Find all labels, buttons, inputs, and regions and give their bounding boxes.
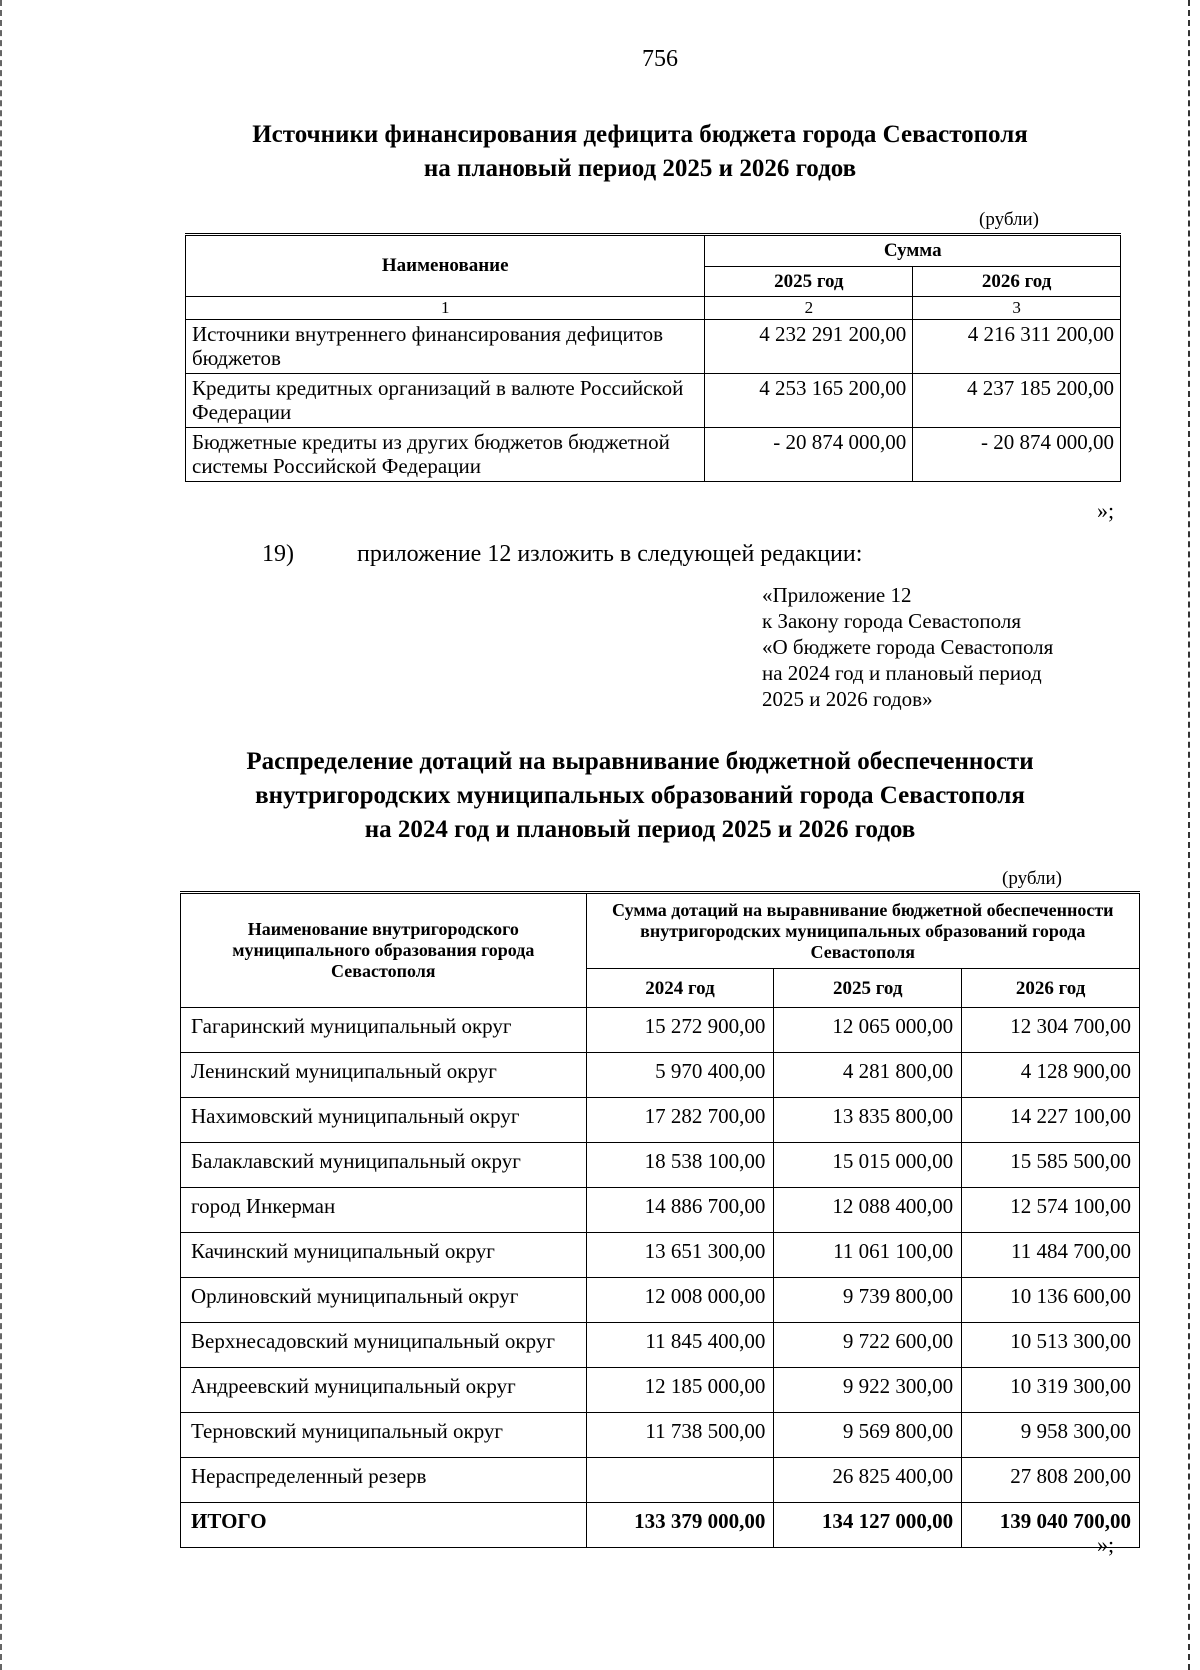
table-row xyxy=(186,428,1121,482)
row-value-2024: 12 185 000,00 xyxy=(586,1368,774,1413)
index-cell: 3 xyxy=(913,297,1121,320)
row-value-2025: 9 569 800,00 xyxy=(774,1413,962,1458)
item-text: приложение 12 изложить в следующей редакции: xyxy=(357,541,863,567)
row-value-2026: 12 304 700,00 xyxy=(962,1008,1140,1053)
table-row xyxy=(181,1323,1140,1368)
row-value-2024: 13 651 300,00 xyxy=(586,1233,774,1278)
header-year-2025: 2025 год xyxy=(705,267,913,297)
item-number: 19) xyxy=(262,541,294,567)
row-name: Бюджетные кредиты из других бюджетов бюджетной системы Российской Федерации xyxy=(186,428,705,482)
appendix-line: на 2024 год и плановый период xyxy=(762,661,1042,685)
page-number: 756 xyxy=(642,46,678,72)
row-value-2024: 5 970 400,00 xyxy=(586,1053,774,1098)
scan-left-edge xyxy=(0,0,4,1670)
header-sum: Сумма дотаций на выравнивание бюджетной обеспеченности внутригородских муниципальных образований города Севастополя xyxy=(586,893,1139,969)
row-value-2024 xyxy=(586,1458,774,1503)
header-name: Наименование xyxy=(186,235,705,297)
row-value-2025: 4 253 165 200,00 xyxy=(705,374,913,428)
table-row xyxy=(181,1368,1140,1413)
row-value-2026: 27 808 200,00 xyxy=(962,1458,1140,1503)
row-value-2025: 12 088 400,00 xyxy=(774,1188,962,1233)
row-value-2025: 12 065 000,00 xyxy=(774,1008,962,1053)
row-value-2024: 14 886 700,00 xyxy=(586,1188,774,1233)
appendix-reference xyxy=(762,582,1053,712)
table-row xyxy=(181,1233,1140,1278)
row-value-2025: 9 722 600,00 xyxy=(774,1323,962,1368)
section1-title-line: на плановый период 2025 и 2026 годов xyxy=(423,155,857,182)
section1-units: (рубли) xyxy=(979,209,1039,230)
row-value-2024: 17 282 700,00 xyxy=(586,1098,774,1143)
row-value-2026: 12 574 100,00 xyxy=(962,1188,1140,1233)
table-row xyxy=(181,1053,1140,1098)
row-value-2026: 4 128 900,00 xyxy=(962,1053,1140,1098)
row-name: Нахимовский муниципальный округ xyxy=(181,1098,587,1143)
index-cell: 2 xyxy=(705,297,913,320)
row-value-2025: 4 281 800,00 xyxy=(774,1053,962,1098)
total-row xyxy=(181,1503,1140,1548)
row-value-2025: 13 835 800,00 xyxy=(774,1098,962,1143)
section2-title-line: на 2024 год и плановый период 2025 и 2026 годов xyxy=(364,816,916,843)
row-value-2026: 11 484 700,00 xyxy=(962,1233,1140,1278)
row-value-2026: 4 237 185 200,00 xyxy=(913,374,1121,428)
section1-title-line: Источники финансирования дефицита бюджета города Севастополя xyxy=(252,121,1028,148)
subsidies-table xyxy=(180,891,1140,1548)
row-value-2024: 18 538 100,00 xyxy=(586,1143,774,1188)
total-label: ИТОГО xyxy=(181,1503,587,1548)
row-value-2026: 15 585 500,00 xyxy=(962,1143,1140,1188)
row-value-2025: 9 739 800,00 xyxy=(774,1278,962,1323)
header-year-2026: 2026 год xyxy=(913,267,1121,297)
row-name: Ленинский муниципальный округ xyxy=(181,1053,587,1098)
header-name: Наименование внутригородского муниципального образования города Севастополя xyxy=(181,893,587,1008)
row-name: Андреевский муниципальный округ xyxy=(181,1368,587,1413)
row-name: Качинский муниципальный округ xyxy=(181,1233,587,1278)
index-cell: 1 xyxy=(186,297,705,320)
row-name: Гагаринский муниципальный округ xyxy=(181,1008,587,1053)
row-name: Терновский муниципальный округ xyxy=(181,1413,587,1458)
appendix-line: «О бюджете города Севастополя xyxy=(762,635,1054,659)
total-value-2025: 134 127 000,00 xyxy=(774,1503,962,1548)
row-value-2024: 11 738 500,00 xyxy=(586,1413,774,1458)
row-value-2026: 10 319 300,00 xyxy=(962,1368,1140,1413)
table-row xyxy=(186,320,1121,374)
row-name: Источники внутреннего финансирования дефицитов бюджетов xyxy=(186,320,705,374)
row-name: Орлиновский муниципальный округ xyxy=(181,1278,587,1323)
table-row xyxy=(181,1458,1140,1503)
amendment-item-19 xyxy=(262,541,862,568)
table-row xyxy=(181,1188,1140,1233)
row-value-2026: - 20 874 000,00 xyxy=(913,428,1121,482)
row-value-2026: 10 513 300,00 xyxy=(962,1323,1140,1368)
appendix-line: к Закону города Севастополя xyxy=(762,609,1022,633)
row-value-2025: 26 825 400,00 xyxy=(774,1458,962,1503)
total-value-2026: 139 040 700,00 xyxy=(962,1503,1140,1548)
financing-sources-table xyxy=(185,233,1121,482)
row-value-2024: 11 845 400,00 xyxy=(586,1323,774,1368)
header-year-2025: 2025 год xyxy=(774,969,962,1008)
section2-units: (рубли) xyxy=(1002,868,1062,889)
row-value-2025: - 20 874 000,00 xyxy=(705,428,913,482)
header-year-2026: 2026 год xyxy=(962,969,1140,1008)
section1-title xyxy=(120,118,1160,186)
appendix-line: «Приложение 12 xyxy=(762,583,912,607)
index-row xyxy=(186,297,1121,320)
row-name: Кредиты кредитных организаций в валюте Российской Федерации xyxy=(186,374,705,428)
section2-title-line: Распределение дотаций на выравнивание бюджетной обеспеченности xyxy=(246,748,1034,775)
section1-closing-quote: »; xyxy=(1097,498,1115,523)
row-name: Верхнесадовский муниципальный округ xyxy=(181,1323,587,1368)
row-value-2024: 15 272 900,00 xyxy=(586,1008,774,1053)
row-value-2026: 4 216 311 200,00 xyxy=(913,320,1121,374)
table-row xyxy=(181,1098,1140,1143)
row-value-2025: 9 922 300,00 xyxy=(774,1368,962,1413)
row-name: Балаклавский муниципальный округ xyxy=(181,1143,587,1188)
table-row xyxy=(181,1008,1140,1053)
header-year-2024: 2024 год xyxy=(586,969,774,1008)
appendix-line: 2025 и 2026 годов» xyxy=(762,687,933,711)
section2-title-line: внутригородских муниципальных образований города Севастополя xyxy=(255,782,1025,809)
table-row xyxy=(181,1278,1140,1323)
table-row xyxy=(181,1143,1140,1188)
row-name: Нераспределенный резерв xyxy=(181,1458,587,1503)
header-sum: Сумма xyxy=(705,235,1121,267)
row-value-2024: 12 008 000,00 xyxy=(586,1278,774,1323)
table-row xyxy=(181,1413,1140,1458)
row-value-2026: 14 227 100,00 xyxy=(962,1098,1140,1143)
table-row xyxy=(186,374,1121,428)
row-value-2025: 15 015 000,00 xyxy=(774,1143,962,1188)
section2-closing-quote: »; xyxy=(1097,1532,1115,1557)
section2-title xyxy=(120,745,1160,847)
row-value-2026: 10 136 600,00 xyxy=(962,1278,1140,1323)
row-value-2026: 9 958 300,00 xyxy=(962,1413,1140,1458)
total-value-2024: 133 379 000,00 xyxy=(586,1503,774,1548)
scan-right-edge xyxy=(1186,0,1190,1670)
row-value-2025: 4 232 291 200,00 xyxy=(705,320,913,374)
row-name: город Инкерман xyxy=(181,1188,587,1233)
row-value-2025: 11 061 100,00 xyxy=(774,1233,962,1278)
